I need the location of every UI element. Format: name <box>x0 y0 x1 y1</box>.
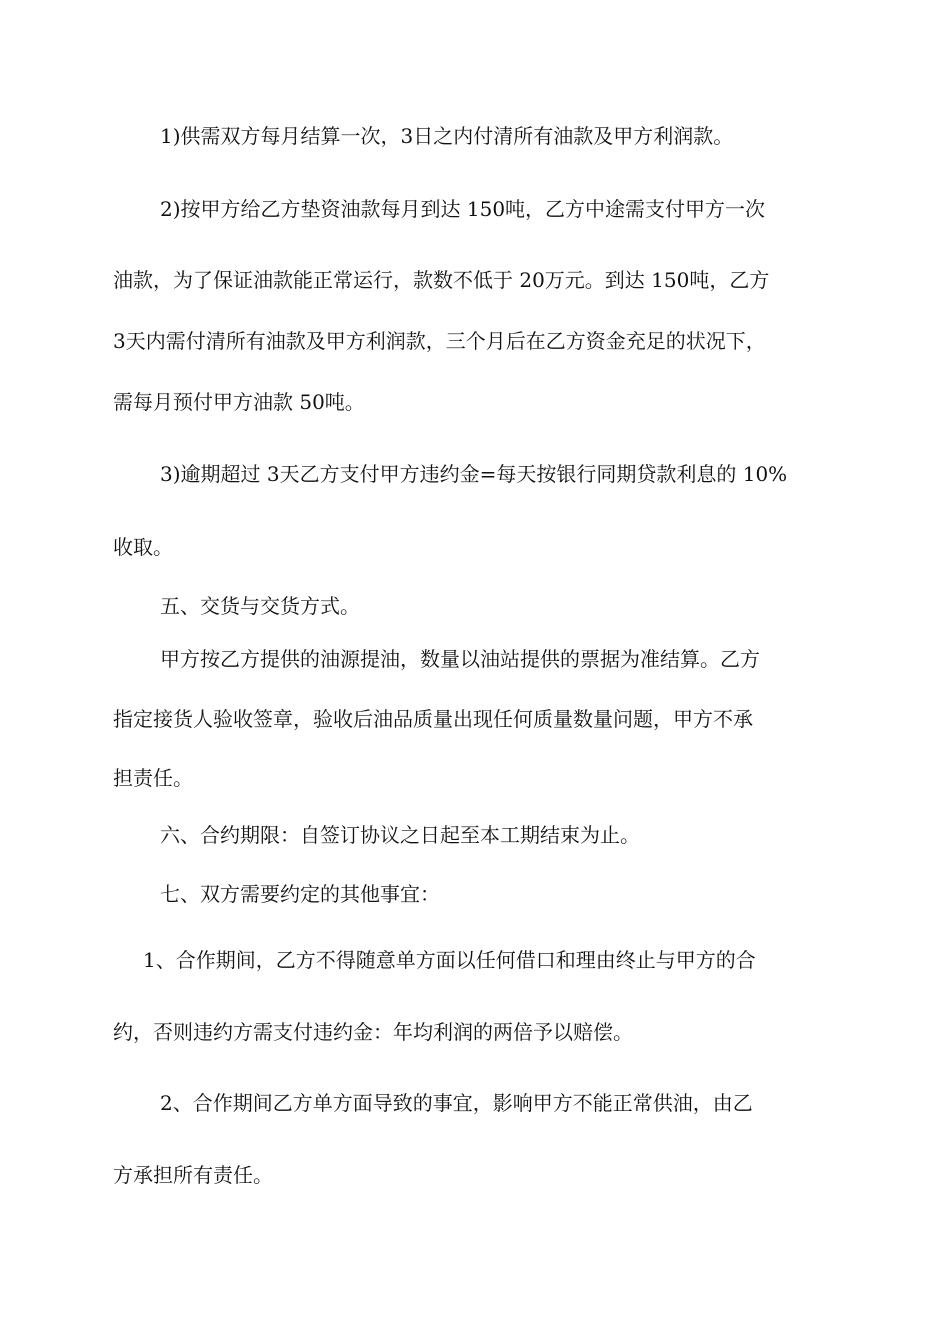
section-5-line-2: 指定接货人验收签章，验收后油品质量出现任何质量数量问题，甲方不承 <box>113 707 753 731</box>
clause-1-line: 1)供需双方每月结算一次，3日之内付清所有油款及甲方利润款。 <box>160 124 734 148</box>
section-7-item-2-line-2: 方承担所有责任。 <box>113 1163 273 1187</box>
clause-2-line-3: 3天内需付清所有油款及甲方利润款，三个月后在乙方资金充足的状况下， <box>113 329 766 353</box>
clause-3-line-1: 3)逾期超过 3天乙方支付甲方违约金=每天按银行同期贷款利息的 10% <box>160 462 788 486</box>
section-5-line-1: 甲方按乙方提供的油源提油，数量以油站提供的票据为准结算。乙方 <box>160 647 760 671</box>
clause-2-line-4: 需每月预付甲方油款 50吨。 <box>113 390 365 414</box>
section-6-line: 六、合约期限：自签订协议之日起至本工期结束为止。 <box>160 823 640 847</box>
section-7-item-1-line-2: 约，否则违约方需支付违约金：年均利润的两倍予以赔偿。 <box>113 1020 633 1044</box>
section-5-line-3: 担责任。 <box>113 766 193 790</box>
clause-2-line-1: 2)按甲方给乙方垫资油款每月到达 150吨，乙方中途需支付甲方一次 <box>160 197 766 221</box>
section-7-heading: 七、双方需要约定的其他事宜： <box>160 882 440 906</box>
clause-3-line-2: 收取。 <box>113 535 173 559</box>
clause-2-line-2: 油款，为了保证油款能正常运行，款数不低于 20万元。到达 150吨，乙方 <box>113 268 770 292</box>
section-7-item-1-line-1: 1、合作期间，乙方不得随意单方面以任何借口和理由终止与甲方的合 <box>143 948 756 972</box>
section-5-heading: 五、交货与交货方式。 <box>160 594 360 618</box>
section-7-item-2-line-1: 2、合作期间乙方单方面导致的事宜，影响甲方不能正常供油，由乙 <box>160 1091 753 1115</box>
